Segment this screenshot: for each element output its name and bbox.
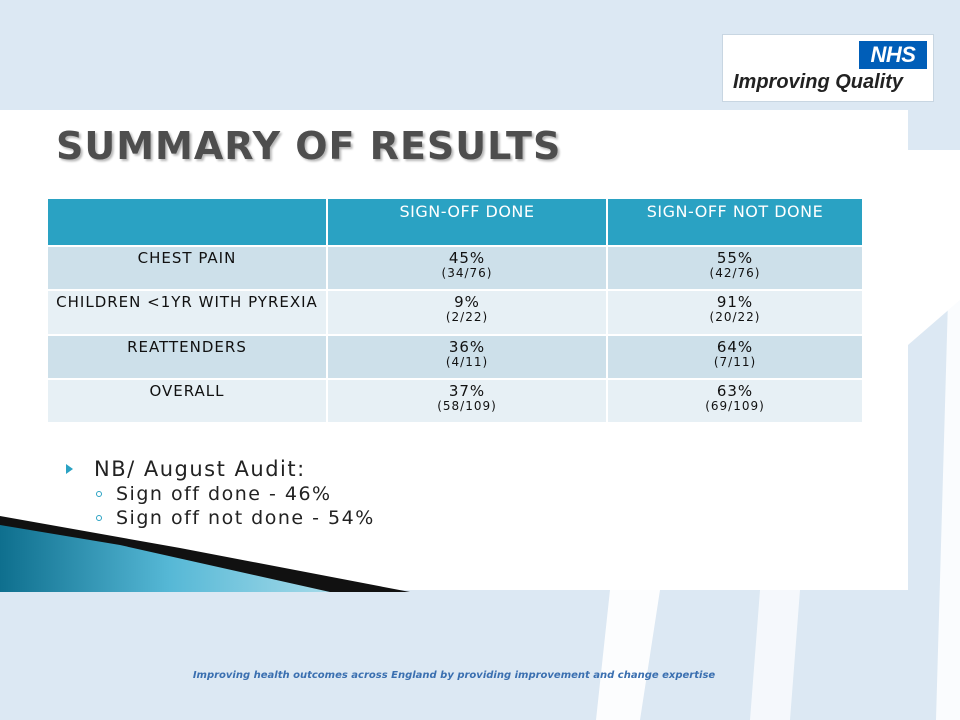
header-category: [47, 198, 327, 246]
nhs-logo: [722, 34, 934, 102]
done-count: (2/22): [445, 310, 489, 325]
note-text: Sign off done - 46%: [116, 483, 332, 505]
done-count: (58/109): [437, 398, 497, 413]
cell-not-done: [607, 246, 863, 290]
logo-tagline: Improving Quality: [733, 71, 904, 93]
done-percent: 9%: [454, 293, 480, 312]
slide-title: SUMMARY OF RESULTS: [56, 124, 562, 168]
notes-list: [64, 456, 375, 530]
cell-not-done: [607, 290, 863, 334]
triangle-bullet-icon: [66, 464, 73, 474]
cell-not-done: [607, 379, 863, 423]
done-percent: 37%: [448, 381, 486, 400]
table-row: [47, 246, 863, 290]
list-item: [64, 506, 375, 530]
row-label: REATTENDERS: [47, 335, 327, 379]
not-done-count: (69/109): [705, 398, 765, 413]
table-row: [47, 379, 863, 423]
results-table: [46, 197, 864, 424]
not-done-count: (7/11): [713, 354, 757, 369]
cell-done: [327, 379, 607, 423]
done-percent: 36%: [448, 337, 486, 356]
footer-tagline: Improving health outcomes across England by providing improvement and change expertise: [192, 670, 716, 681]
row-label: CHEST PAIN: [47, 246, 327, 290]
not-done-count: (20/22): [709, 310, 761, 325]
header-signoff-done: SIGN-OFF DONE: [327, 198, 607, 246]
table-header-row: [47, 198, 863, 246]
not-done-percent: 64%: [716, 337, 754, 356]
not-done-percent: 91%: [716, 293, 754, 312]
done-percent: 45%: [448, 249, 486, 267]
cell-not-done: [607, 335, 863, 379]
bottom-white-wedge-2: [750, 590, 800, 720]
not-done-count: (42/76): [709, 266, 761, 280]
table-row: [47, 335, 863, 379]
not-done-percent: 63%: [716, 381, 754, 400]
circle-bullet-icon: [96, 515, 102, 521]
cell-done: [327, 246, 607, 290]
header-signoff-not-done: SIGN-OFF NOT DONE: [607, 198, 863, 246]
note-text: Sign off not done - 54%: [116, 507, 375, 529]
not-done-percent: 55%: [716, 249, 754, 267]
nhs-badge: NHS: [859, 41, 927, 69]
cell-done: [327, 335, 607, 379]
row-label: CHILDREN <1YR WITH PYREXIA: [47, 290, 327, 334]
row-label: OVERALL: [47, 379, 327, 423]
bottom-white-wedge: [596, 590, 660, 720]
done-count: (4/11): [445, 354, 489, 369]
list-item: [64, 482, 375, 506]
notes-heading-item: [64, 456, 375, 482]
table-row: [47, 290, 863, 334]
circle-bullet-icon: [96, 491, 102, 497]
cell-done: [327, 290, 607, 334]
done-count: (34/76): [441, 266, 493, 280]
notes-heading: NB/ August Audit:: [94, 457, 306, 481]
